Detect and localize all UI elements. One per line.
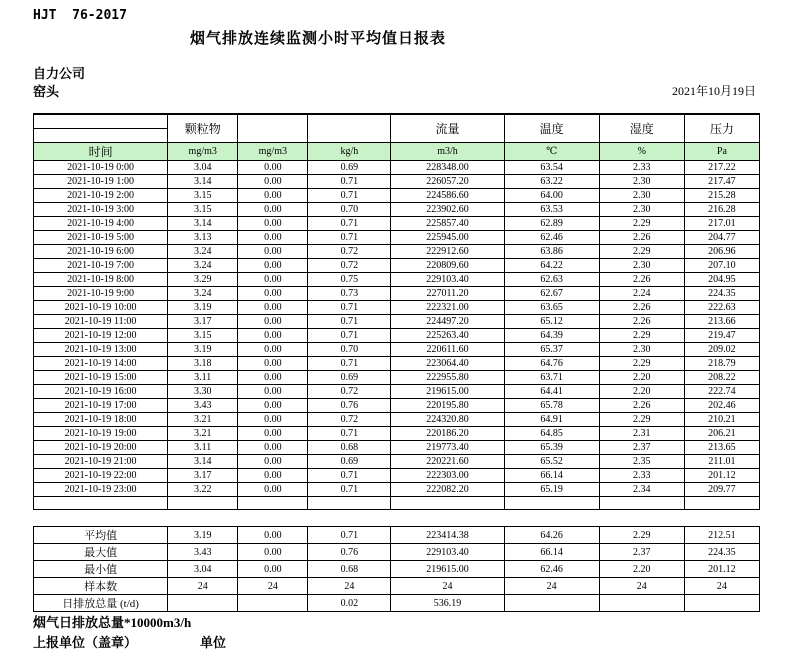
pressure-cell: 210.21 [684,412,759,426]
summary-label: 平均值 [34,527,168,544]
table-header-row [34,114,760,128]
pressure-cell: 224.35 [684,286,759,300]
company-name: 自力公司 [33,66,86,81]
table-row [34,286,760,300]
summary-temperature-cell: 62.46 [504,561,599,578]
pm-concentration-cell: 3.11 [168,370,238,384]
pm-rate-cell: 0.71 [308,230,391,244]
humidity-cell: 2.35 [599,454,684,468]
summary-pressure-cell: 212.51 [684,527,759,544]
temperature-cell: 63.22 [504,174,599,188]
humidity-cell: 2.29 [599,412,684,426]
report-unit-label: 上报单位（盖章） [33,635,138,650]
pm-concentration2-cell: 0.00 [238,188,308,202]
unit-cell: m3/h [391,142,504,160]
flow-cell: 222321.00 [391,300,504,314]
pm-concentration2-cell: 0.00 [238,412,308,426]
table-row [34,482,760,496]
humidity-cell: 2.24 [599,286,684,300]
flow-cell: 229103.40 [391,272,504,286]
pm-concentration-cell: 3.43 [168,398,238,412]
pm-concentration2-cell: 0.00 [238,160,308,174]
unit-cell: % [599,142,684,160]
time-cell: 2021-10-19 8:00 [34,272,168,286]
pressure-cell: 213.65 [684,440,759,454]
pressure-cell: 204.77 [684,230,759,244]
pm-rate-cell: 0.71 [308,328,391,342]
temperature-cell: 63.86 [504,244,599,258]
humidity-cell: 2.26 [599,398,684,412]
pm-rate-cell: 0.70 [308,202,391,216]
humidity-cell: 2.29 [599,244,684,258]
table-row [34,230,760,244]
time-cell: 2021-10-19 2:00 [34,188,168,202]
flow-header: 流量 [391,114,504,142]
summary-pm-cell: 24 [168,578,238,595]
header-corner-cell-top [34,114,168,128]
pm-rate-cell: 0.71 [308,426,391,440]
empty-cell [684,496,759,509]
monitoring-point: 窑头 [33,84,60,99]
unit-cell: kg/h [308,142,391,160]
flow-cell: 219773.40 [391,440,504,454]
temperature-cell: 64.85 [504,426,599,440]
time-cell: 2021-10-19 23:00 [34,482,168,496]
pm-rate-cell: 0.71 [308,482,391,496]
pm-concentration-cell: 3.19 [168,300,238,314]
pressure-cell: 222.63 [684,300,759,314]
pm-concentration-cell: 3.04 [168,160,238,174]
pm-rate-cell: 0.72 [308,258,391,272]
pm-concentration-cell: 3.24 [168,244,238,258]
table-row [34,342,760,356]
humidity-cell: 2.30 [599,258,684,272]
temperature-cell: 62.63 [504,272,599,286]
summary-temperature-cell [504,595,599,612]
pm-concentration-cell: 3.14 [168,174,238,188]
summary-temperature-cell: 24 [504,578,599,595]
time-cell: 2021-10-19 7:00 [34,258,168,272]
flow-cell: 220809.60 [391,258,504,272]
flow-cell: 226057.20 [391,174,504,188]
flow-cell: 220186.20 [391,426,504,440]
temperature-cell: 64.22 [504,258,599,272]
temperature-cell: 63.71 [504,370,599,384]
temperature-cell: 65.12 [504,314,599,328]
humidity-cell: 2.30 [599,188,684,202]
pm-concentration-cell: 3.11 [168,440,238,454]
pm-concentration-cell: 3.29 [168,272,238,286]
main-table [33,113,760,510]
humidity-cell: 2.30 [599,202,684,216]
pm-concentration2-cell: 0.00 [238,244,308,258]
temperature-cell: 64.76 [504,356,599,370]
empty-cell [168,496,238,509]
time-cell: 2021-10-19 0:00 [34,160,168,174]
pm-rate-cell: 0.68 [308,440,391,454]
temperature-cell: 62.46 [504,230,599,244]
flow-cell: 220611.60 [391,342,504,356]
summary-pm2-cell: 24 [238,578,308,595]
pm-rate-cell: 0.71 [308,216,391,230]
temperature-cell: 65.37 [504,342,599,356]
pm-concentration-cell: 3.13 [168,230,238,244]
table-row [34,272,760,286]
temperature-cell: 63.53 [504,202,599,216]
temperature-cell: 65.19 [504,482,599,496]
time-cell: 2021-10-19 1:00 [34,174,168,188]
summary-label: 样本数 [34,578,168,595]
table-row [34,356,760,370]
pm-concentration2-cell: 0.00 [238,370,308,384]
temperature-cell: 66.14 [504,468,599,482]
flow-cell: 228348.00 [391,160,504,174]
pm-rate-cell: 0.69 [308,370,391,384]
humidity-cell: 2.29 [599,328,684,342]
temperature-cell: 64.39 [504,328,599,342]
humidity-cell: 2.26 [599,230,684,244]
pm-rate-cell: 0.72 [308,384,391,398]
pm-concentration2-cell: 0.00 [238,356,308,370]
humidity-cell: 2.20 [599,384,684,398]
empty-cell [34,496,168,509]
table-row [34,440,760,454]
pm-concentration2-cell: 0.00 [238,216,308,230]
summary-pressure-cell: 24 [684,578,759,595]
summary-label: 最小值 [34,561,168,578]
empty-cell [504,496,599,509]
unit-cell: mg/m3 [238,142,308,160]
empty-cell [308,496,391,509]
pm-rate-cell: 0.72 [308,412,391,426]
pressure-cell: 209.02 [684,342,759,356]
time-cell: 2021-10-19 13:00 [34,342,168,356]
humidity-cell: 2.26 [599,272,684,286]
summary-humidity-cell [599,595,684,612]
summary-pm2-cell: 0.00 [238,561,308,578]
empty-cell [599,496,684,509]
pressure-cell: 207.10 [684,258,759,272]
summary-humidity-cell: 24 [599,578,684,595]
summary-rate-cell: 0.76 [308,544,391,561]
temperature-cell: 64.00 [504,188,599,202]
pm-concentration2-cell: 0.00 [238,342,308,356]
pressure-header: 压力 [684,114,759,142]
flow-cell: 222955.80 [391,370,504,384]
pm-rate-cell: 0.70 [308,342,391,356]
summary-label: 日排放总量 (t/d) [34,595,168,612]
table-row [34,188,760,202]
report-date: 2021年10月19日 [671,84,756,98]
table-row [34,398,760,412]
pm-rate-cell: 0.71 [308,174,391,188]
summary-row [34,527,760,544]
flow-cell: 222912.60 [391,244,504,258]
pm-concentration-cell: 3.18 [168,356,238,370]
summary-flow-cell: 536.19 [391,595,504,612]
flow-cell: 223064.40 [391,356,504,370]
summary-pm2-cell: 0.00 [238,544,308,561]
pm-concentration-cell: 3.24 [168,286,238,300]
table-row [34,258,760,272]
pm-concentration-cell: 3.15 [168,188,238,202]
temperature-cell: 62.67 [504,286,599,300]
humidity-cell: 2.34 [599,482,684,496]
pm-concentration2-cell: 0.00 [238,300,308,314]
summary-label: 最大值 [34,544,168,561]
empty-cell [391,496,504,509]
pm-concentration-cell: 3.24 [168,258,238,272]
pm-rate-cell: 0.69 [308,160,391,174]
summary-humidity-cell: 2.20 [599,561,684,578]
time-cell: 2021-10-19 16:00 [34,384,168,398]
summary-pressure-cell: 224.35 [684,544,759,561]
flow-cell: 224586.60 [391,188,504,202]
time-cell: 2021-10-19 3:00 [34,202,168,216]
flow-cell: 219615.00 [391,384,504,398]
temperature-cell: 63.65 [504,300,599,314]
time-cell: 2021-10-19 19:00 [34,426,168,440]
humidity-cell: 2.37 [599,440,684,454]
flow-cell: 227011.20 [391,286,504,300]
pm-concentration-cell: 3.30 [168,384,238,398]
pm-concentration-cell: 3.17 [168,468,238,482]
summary-rate-cell: 0.68 [308,561,391,578]
summary-pressure-cell [684,595,759,612]
temperature-header: 温度 [504,114,599,142]
table-row [34,244,760,258]
pm-rate-cell: 0.71 [308,188,391,202]
pm-concentration-cell: 3.15 [168,328,238,342]
humidity-cell: 2.20 [599,370,684,384]
pm-rate-cell: 0.75 [308,272,391,286]
summary-pm-cell: 3.04 [168,561,238,578]
summary-rate-cell: 0.02 [308,595,391,612]
time-header: 时间 [34,142,168,160]
time-cell: 2021-10-19 22:00 [34,468,168,482]
flow-cell: 224497.20 [391,314,504,328]
pm-concentration2-cell: 0.00 [238,286,308,300]
pm-concentration-cell: 3.15 [168,202,238,216]
pm-concentration2-cell: 0.00 [238,440,308,454]
pm-rate-cell: 0.71 [308,300,391,314]
pm-rate-cell: 0.76 [308,398,391,412]
flow-cell: 225263.40 [391,328,504,342]
pm-concentration2-cell: 0.00 [238,426,308,440]
page-title: 烟气排放连续监测小时平均值日报表 [190,31,447,47]
pressure-cell: 206.21 [684,426,759,440]
pressure-cell: 208.22 [684,370,759,384]
pressure-cell: 211.01 [684,454,759,468]
pollutant-rate-empty-header [308,114,391,142]
humidity-cell: 2.29 [599,216,684,230]
temperature-cell: 65.39 [504,440,599,454]
summary-pm-cell: 3.19 [168,527,238,544]
summary-row [34,544,760,561]
temperature-cell: 65.78 [504,398,599,412]
pressure-cell: 217.47 [684,174,759,188]
time-cell: 2021-10-19 21:00 [34,454,168,468]
pm-rate-cell: 0.71 [308,356,391,370]
pm-concentration2-cell: 0.00 [238,272,308,286]
flow-cell: 223902.60 [391,202,504,216]
pressure-cell: 218.79 [684,356,759,370]
pm-concentration-cell: 3.19 [168,342,238,356]
pm-concentration2-cell: 0.00 [238,174,308,188]
temperature-cell: 65.52 [504,454,599,468]
pm-rate-cell: 0.71 [308,314,391,328]
pm-concentration2-cell: 0.00 [238,454,308,468]
pm-concentration-cell: 3.14 [168,216,238,230]
summary-table [33,526,760,612]
humidity-cell: 2.33 [599,160,684,174]
time-cell: 2021-10-19 4:00 [34,216,168,230]
time-cell: 2021-10-19 15:00 [34,370,168,384]
temperature-cell: 63.54 [504,160,599,174]
summary-rate-cell: 24 [308,578,391,595]
time-cell: 2021-10-19 18:00 [34,412,168,426]
summary-humidity-cell: 2.29 [599,527,684,544]
pollutant-group-header: 颗粒物 [168,114,238,142]
table-row [34,426,760,440]
standard-code: HJT 76-2017 [33,8,127,23]
table-row [34,202,760,216]
temperature-cell: 64.91 [504,412,599,426]
table-row [34,384,760,398]
flow-cell: 225945.00 [391,230,504,244]
unit-header-row [34,142,760,160]
pm-concentration2-cell: 0.00 [238,230,308,244]
table-row [34,412,760,426]
pm-rate-cell: 0.71 [308,468,391,482]
pressure-cell: 219.47 [684,328,759,342]
flow-cell: 220221.60 [391,454,504,468]
daily-total-note: 烟气日排放总量*10000m3/h [33,615,192,630]
time-cell: 2021-10-19 6:00 [34,244,168,258]
time-cell: 2021-10-19 10:00 [34,300,168,314]
pressure-cell: 213.66 [684,314,759,328]
pm-rate-cell: 0.72 [308,244,391,258]
flow-cell: 224320.80 [391,412,504,426]
summary-pm2-cell: 0.00 [238,527,308,544]
time-cell: 2021-10-19 14:00 [34,356,168,370]
summary-row [34,561,760,578]
pm-rate-cell: 0.73 [308,286,391,300]
unit-cell: ℃ [504,142,599,160]
humidity-cell: 2.31 [599,426,684,440]
summary-temperature-cell: 66.14 [504,544,599,561]
pm-concentration2-cell: 0.00 [238,468,308,482]
pollutant-empty-header [238,114,308,142]
pm-concentration-cell: 3.21 [168,426,238,440]
pm-concentration2-cell: 0.00 [238,258,308,272]
summary-pm-cell: 3.43 [168,544,238,561]
flow-cell: 220195.80 [391,398,504,412]
pressure-cell: 202.46 [684,398,759,412]
time-cell: 2021-10-19 9:00 [34,286,168,300]
unit-cell: mg/m3 [168,142,238,160]
table-row [34,300,760,314]
pressure-cell: 222.74 [684,384,759,398]
pressure-cell: 215.28 [684,188,759,202]
time-cell: 2021-10-19 20:00 [34,440,168,454]
pm-concentration2-cell: 0.00 [238,398,308,412]
summary-row [34,578,760,595]
pressure-cell: 216.28 [684,202,759,216]
temperature-cell: 62.89 [504,216,599,230]
pressure-cell: 201.12 [684,468,759,482]
unit-cell: Pa [684,142,759,160]
table-row [34,160,760,174]
pressure-cell: 204.95 [684,272,759,286]
unit-label: 单位 [200,635,227,650]
flow-cell: 222082.20 [391,482,504,496]
pm-concentration2-cell: 0.00 [238,328,308,342]
table-row [34,174,760,188]
temperature-cell: 64.41 [504,384,599,398]
table-row [34,328,760,342]
pressure-cell: 206.96 [684,244,759,258]
table-row [34,370,760,384]
humidity-cell: 2.30 [599,174,684,188]
summary-row [34,595,760,612]
summary-flow-cell: 223414.38 [391,527,504,544]
time-cell: 2021-10-19 5:00 [34,230,168,244]
pm-concentration-cell: 3.21 [168,412,238,426]
humidity-cell: 2.26 [599,314,684,328]
pm-concentration-cell: 3.22 [168,482,238,496]
pm-concentration2-cell: 0.00 [238,482,308,496]
summary-temperature-cell: 64.26 [504,527,599,544]
pm-concentration-cell: 3.14 [168,454,238,468]
pm-concentration-cell: 3.17 [168,314,238,328]
summary-pm-cell [168,595,238,612]
table-row [34,314,760,328]
time-cell: 2021-10-19 11:00 [34,314,168,328]
summary-humidity-cell: 2.37 [599,544,684,561]
pm-concentration2-cell: 0.00 [238,384,308,398]
table-row [34,454,760,468]
pressure-cell: 217.01 [684,216,759,230]
summary-rate-cell: 0.71 [308,527,391,544]
empty-cell [238,496,308,509]
humidity-cell: 2.30 [599,342,684,356]
table-row [34,468,760,482]
pm-concentration2-cell: 0.00 [238,314,308,328]
humidity-cell: 2.29 [599,356,684,370]
flow-cell: 225857.40 [391,216,504,230]
humidity-cell: 2.26 [599,300,684,314]
pressure-cell: 209.77 [684,482,759,496]
summary-flow-cell: 219615.00 [391,561,504,578]
table-row [34,216,760,230]
flow-cell: 222303.00 [391,468,504,482]
pm-concentration2-cell: 0.00 [238,202,308,216]
time-cell: 2021-10-19 12:00 [34,328,168,342]
humidity-cell: 2.33 [599,468,684,482]
pm-rate-cell: 0.69 [308,454,391,468]
summary-flow-cell: 24 [391,578,504,595]
humidity-header: 湿度 [599,114,684,142]
header-corner-cell-bottom [34,128,168,142]
pressure-cell: 217.22 [684,160,759,174]
spacer-row [34,496,760,509]
summary-pm2-cell [238,595,308,612]
summary-flow-cell: 229103.40 [391,544,504,561]
time-cell: 2021-10-19 17:00 [34,398,168,412]
summary-pressure-cell: 201.12 [684,561,759,578]
